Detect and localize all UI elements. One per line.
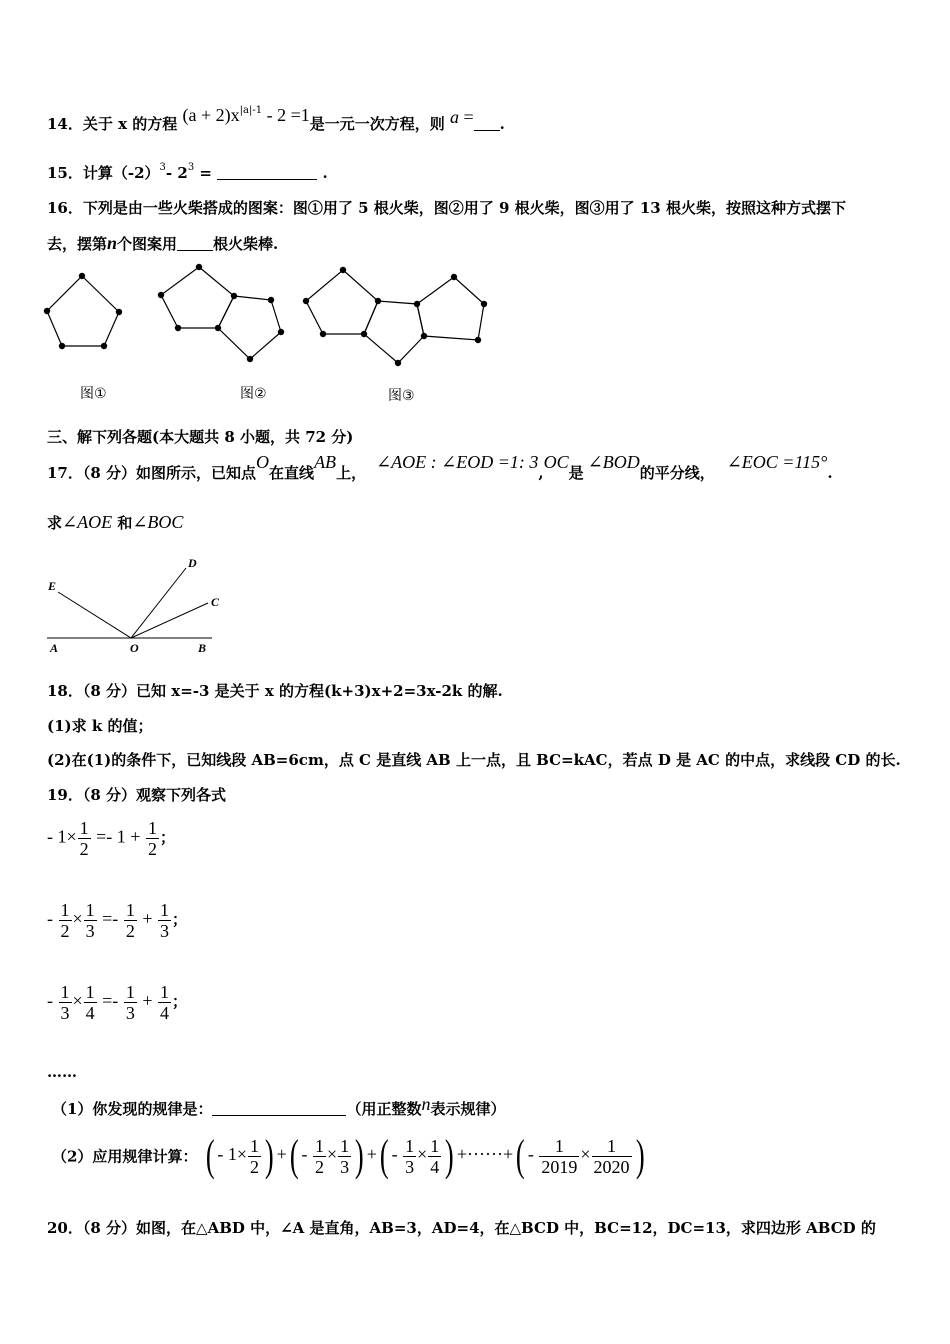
label-C: C xyxy=(211,595,220,609)
figure-3-pentagons xyxy=(306,270,484,363)
figure-2-label: 图② xyxy=(240,386,267,402)
label-O: O xyxy=(130,641,139,655)
question-16-line1: 16．下列是由一些火柴搭成的图案：图①用了 5 根火柴，图②用了 9 根火柴，图③用了 13 根火柴，按照这种方式摆下 xyxy=(47,199,846,217)
label-D: D xyxy=(188,556,197,570)
question-19-part2: （2）应用规律计算： ( - 1× $\frac{1}{2}$ ) +( - $\frac{1}{2}$ × $\frac{1}{3}$ ) +( - $\frac{1}{3}$ × $\frac{1}{4}$ ) +······+( - $\frac{1}{2019}$ × $\frac{1}{2020}$ ) xyxy=(52,1131,645,1180)
figure-1-pentagon xyxy=(47,276,119,346)
equation-14: $(a + 2)x^{|a|-1} - 2 =1$ xyxy=(182,105,310,125)
question-17-ask: 求∠AOE 和∠BOC xyxy=(47,512,184,532)
label-A: A xyxy=(50,641,59,655)
section-3-heading: 三、解下列各题(本大题共 8 小题，共 72 分) xyxy=(47,428,354,446)
ray-OE xyxy=(58,592,131,638)
figure-2-pentagons xyxy=(161,267,281,359)
figure-1-label: 图① xyxy=(80,386,107,402)
question-19-title: 19．（8 分）观察下列各式 xyxy=(47,786,227,804)
question-14: 14．关于 x 的方程 $(a + 2)x^{|a|-1} - 2 =1$是一元一次方程，则 a = . xyxy=(47,105,505,133)
angle-diagram xyxy=(40,550,240,660)
question-18-part1: (1)求 k 的值； xyxy=(47,717,153,735)
question-18-line1: 18．（8 分）已知 x=-3 是关于 x 的方程(k+3)x+2=3x-2k 的解. xyxy=(47,682,503,700)
figure-3-label: 图③ xyxy=(388,388,415,404)
answer-blank-15[interactable] xyxy=(217,165,317,180)
figure-2-vertices xyxy=(158,264,284,362)
question-19-part1: （1）你发现的规律是： （用正整数n表示规律） xyxy=(52,1094,506,1118)
label-B: B xyxy=(198,641,207,655)
answer-blank-19[interactable] xyxy=(212,1101,346,1116)
formula-1: - 1× $\frac{1}{2}$ =- 1 + $\frac{1}{2}$ ； xyxy=(47,818,175,859)
question-17: 17．（8 分）如图所示，已知点O在直线AB上，∠AOE : ∠EOD =1: 3,OC是∠BOD的平分线，∠EOC =115°. xyxy=(47,452,833,482)
formula-3: - $\frac{1}{3}$ × $\frac{1}{4}$ =- $\frac{1}{3}$ + $\frac{1}{4}$ ； xyxy=(47,982,187,1023)
answer-blank-16[interactable] xyxy=(177,236,213,251)
ray-OC xyxy=(131,603,208,638)
question-20: 20．（8 分）如图，在△ABD 中，∠A 是直角，AB=3，AD=4，在△BCD 中，BC=12，DC=13，求四边形 ABCD 的 xyxy=(47,1219,876,1237)
figure-1-vertices xyxy=(44,273,122,349)
answer-blank-14[interactable] xyxy=(474,116,500,131)
ray-OD xyxy=(131,568,186,638)
formula-2: - $\frac{1}{2}$ × $\frac{1}{3}$ =- $\frac{1}{2}$ + $\frac{1}{3}$ ； xyxy=(47,900,187,941)
question-16-line2: 去，摆第n个图案用 根火柴棒. xyxy=(47,233,279,253)
question-18-part2: (2)在(1)的条件下，已知线段 AB=6cm，点 C 是直线 AB 上一点，且 BC=kAC，若点 D 是 AC 的中点，求线段 CD 的长. xyxy=(47,751,901,769)
ellipsis: …… xyxy=(47,1063,77,1081)
label-E: E xyxy=(48,579,57,593)
question-15: 15．计算$(-2)^3-$ $2^3$ = . xyxy=(47,162,328,182)
